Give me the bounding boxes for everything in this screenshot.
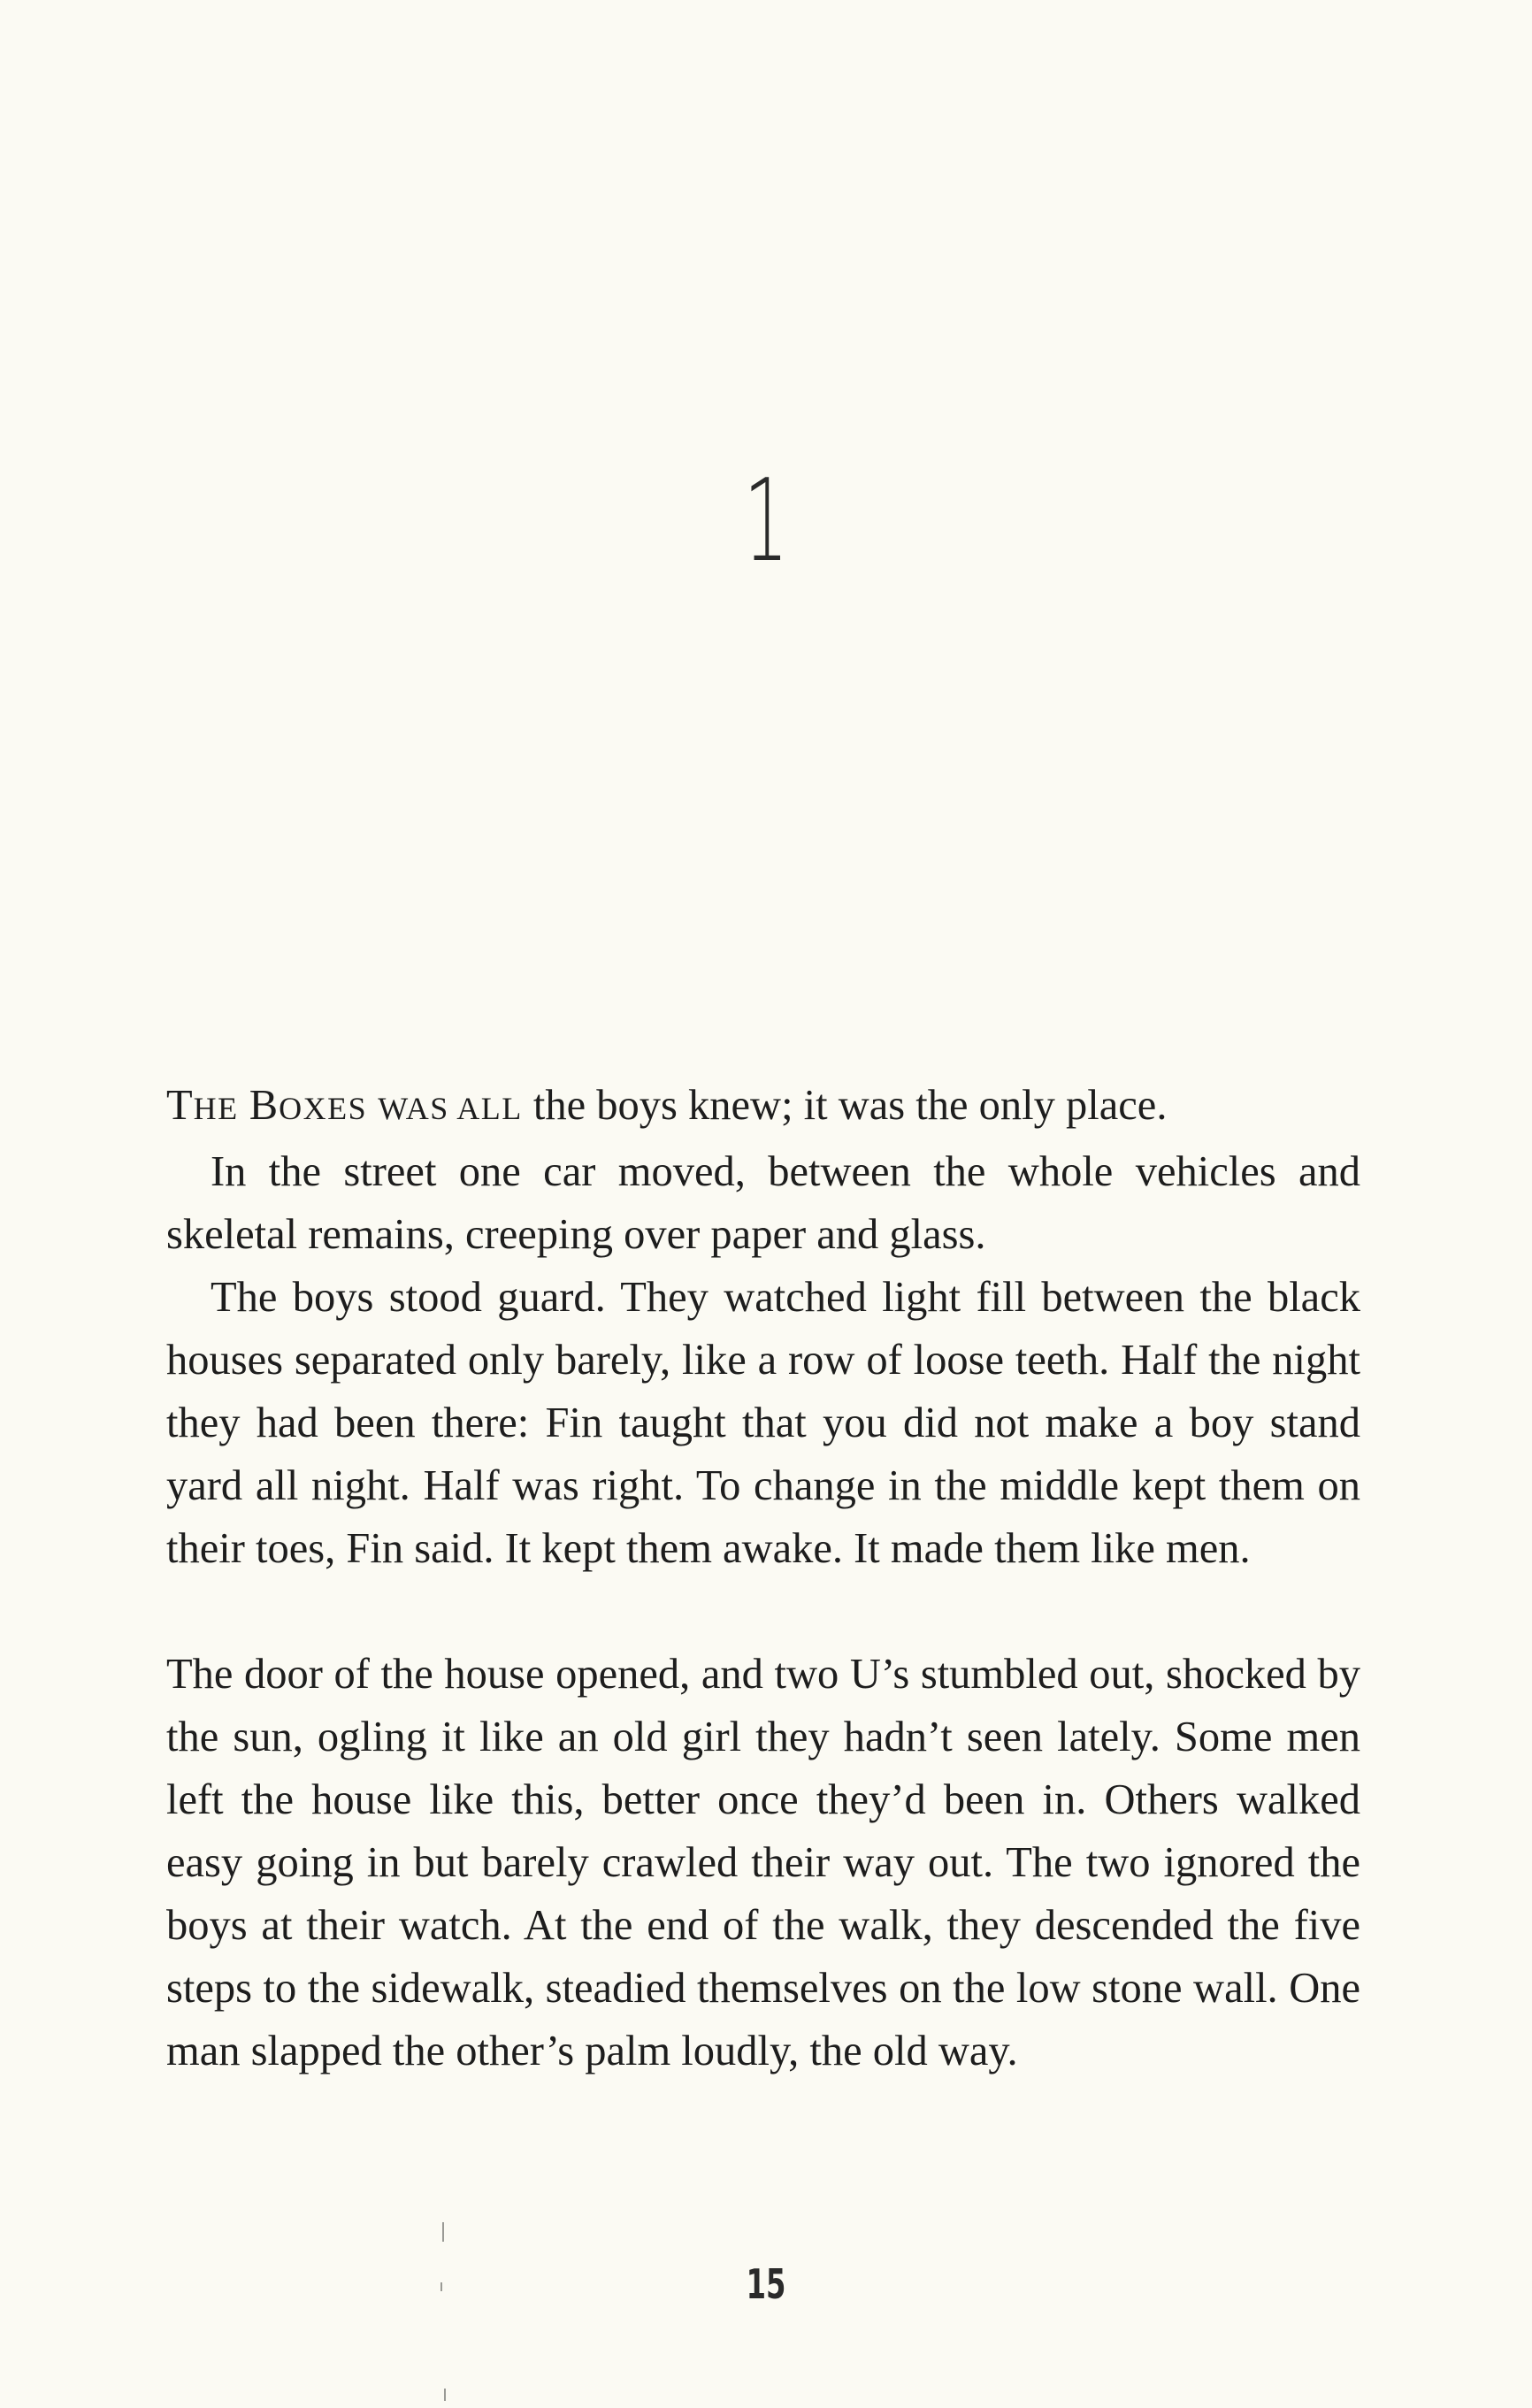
- scan-speck: [442, 2222, 444, 2242]
- lead-initial-t: T: [166, 1082, 194, 1129]
- lead-small-caps-he: HE: [193, 1091, 239, 1126]
- opening-line: [166, 1074, 1360, 1140]
- scan-speck: [440, 2282, 442, 2291]
- lead-small-caps-was-all: WAS ALL: [378, 1091, 523, 1126]
- lead-small-caps-oxes: OXES: [279, 1091, 368, 1126]
- paragraph: The boys stood guard. They watched light fill between the black houses separated only barely, like a row of loose teeth. Half the night they had been there: Fin taught that you did not make a boy stand yard all night. Half was right. To change in the middle kept them on their toes, Fin said. It kept them awake. It made them like men.: [166, 1274, 1360, 1572]
- page-number: 15: [746, 2260, 786, 2308]
- paragraph: The door of the house opened, and two U’s stumbled out, shocked by the sun, ogling it like an old girl they hadn’t seen lately. Some men left the house like this, better once they’d been in. Others walked easy going in but barely crawled their way out. The two ignored the boys at their watch. At the end of the walk, they descended the five steps to the sidewalk, steadied themselves on the low stone wall. One man slapped the other’s palm loudly, the old way.: [166, 1651, 1360, 2074]
- chapter-number: 1: [743, 456, 789, 587]
- paragraph: In the street one car moved, between the whole vehicles and skeletal remains, creeping over paper and glass.: [166, 1148, 1360, 1258]
- body-text: [166, 1074, 1360, 2082]
- opening-rest: the boys knew; it was the only place.: [522, 1082, 1168, 1129]
- scan-speck: [444, 2389, 446, 2401]
- lead-initial-b: B: [249, 1082, 280, 1129]
